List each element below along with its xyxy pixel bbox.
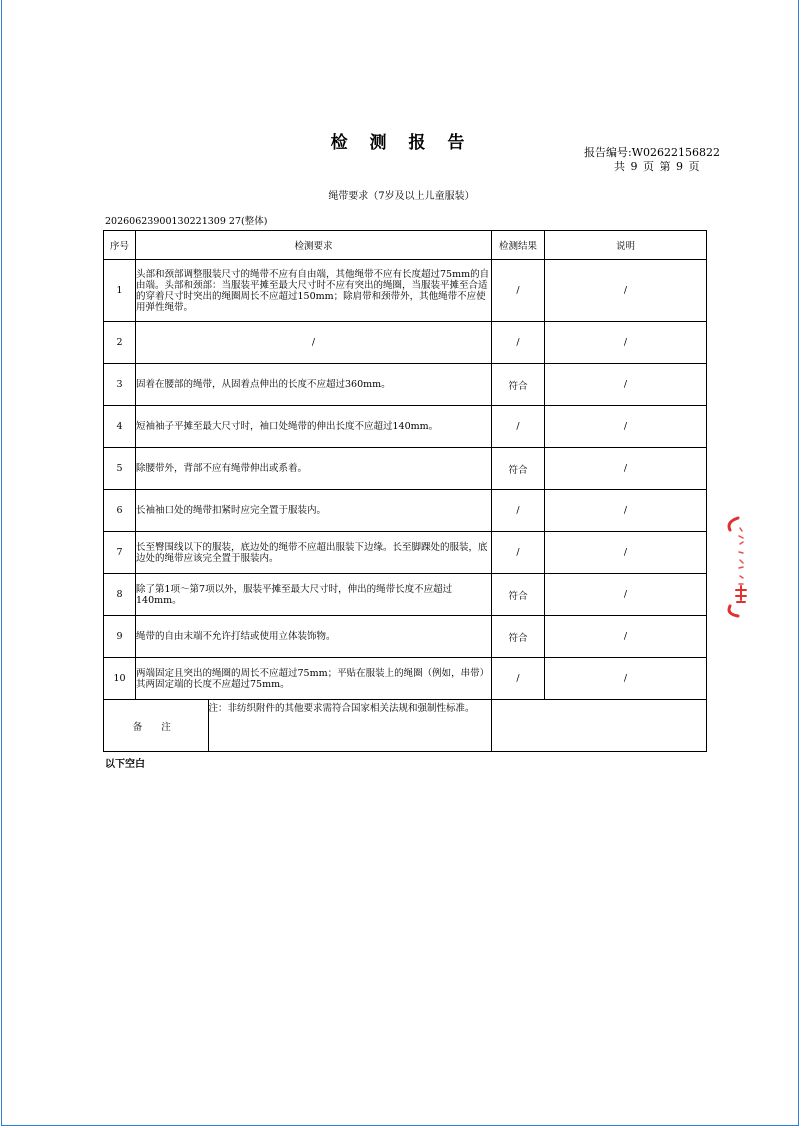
row-result: / [492, 260, 545, 322]
report-title: 检 测 报 告 [330, 133, 473, 153]
table-row [104, 658, 707, 700]
row-num: 5 [104, 448, 136, 490]
row-num: 4 [104, 406, 136, 448]
remark-row [104, 700, 707, 752]
remark-cell [104, 700, 492, 752]
page-count: 共 9 页 第 9 页 [614, 160, 700, 173]
row-result: / [492, 658, 545, 700]
row-result: / [492, 322, 545, 364]
row-result: 符合 [492, 364, 545, 406]
table-row [104, 490, 707, 532]
table-row [104, 574, 707, 616]
inspection-table [103, 230, 707, 752]
row-result: / [492, 532, 545, 574]
row-num: 7 [104, 532, 136, 574]
row-requirement: 短袖袖子平摊至最大尺寸时，袖口处绳带的伸出长度不应超过140mm。 [136, 406, 492, 448]
row-requirement: 两端固定且突出的绳圈的周长不应超过75mm；平贴在服装上的绳圈（例如，串带）其两固定端的长度不应超过75mm。 [136, 658, 492, 700]
row-result: 符合 [492, 448, 545, 490]
row-note: / [545, 532, 707, 574]
row-result: 符合 [492, 616, 545, 658]
row-requirement: 长至臀围线以下的服装，底边处的绳带不应超出服装下边缘。长至脚踝处的服装，底边处的绳带应该完全置于服装内。 [136, 532, 492, 574]
row-num: 10 [104, 658, 136, 700]
row-requirement: 长袖袖口处的绳带扣紧时应完全置于服装内。 [136, 490, 492, 532]
row-result: / [492, 490, 545, 532]
header-note: 说明 [545, 231, 707, 260]
remark-empty [492, 700, 707, 752]
row-note: / [545, 406, 707, 448]
remark-inner [104, 700, 491, 751]
row-note: / [545, 448, 707, 490]
table-row [104, 322, 707, 364]
row-note: / [545, 574, 707, 616]
row-num: 2 [104, 322, 136, 364]
stamp-seal [722, 514, 762, 620]
report-number: 报告编号:W02622156822 [584, 146, 720, 159]
row-num: 9 [104, 616, 136, 658]
header-requirement: 检测要求 [136, 231, 492, 260]
table-row [104, 364, 707, 406]
row-requirement: 绳带的自由末端不允许打结或使用立体装饰物。 [136, 616, 492, 658]
row-requirement: 除腰带外，背部不应有绳带伸出或系着。 [136, 448, 492, 490]
row-note: / [545, 658, 707, 700]
row-requirement: 除了第1项～第7项以外，服装平摊至最大尺寸时，伸出的绳带长度不应超过140mm。 [136, 574, 492, 616]
header-result: 检测结果 [492, 231, 545, 260]
remark-label: 备 注 [104, 700, 208, 751]
row-note: / [545, 490, 707, 532]
row-num: 3 [104, 364, 136, 406]
table-row [104, 406, 707, 448]
row-num: 8 [104, 574, 136, 616]
sample-id: 20260623900130221309 27(整体) [105, 216, 268, 227]
table-header-row [104, 231, 707, 260]
remark-text: 注：非纺织附件的其他要求需符合国家相关法规和强制性标准。 [208, 703, 475, 714]
table-row [104, 616, 707, 658]
section-subtitle: 绳带要求（7岁及以上儿童服装） [328, 191, 475, 202]
row-requirement: 固着在腰部的绳带，从固着点伸出的长度不应超过360mm。 [136, 364, 492, 406]
header-num: 序号 [104, 231, 136, 260]
row-result: / [492, 406, 545, 448]
row-result: 符合 [492, 574, 545, 616]
row-num: 6 [104, 490, 136, 532]
blank-below-note: 以下空白 [105, 759, 145, 770]
row-note: / [545, 364, 707, 406]
table-row [104, 448, 707, 490]
row-note: / [545, 322, 707, 364]
row-note: / [545, 260, 707, 322]
row-requirement: 头部和颈部调整服装尺寸的绳带不应有自由端，其他绳带不应有长度超过75mm的自由端。头部和颈部：当服装平摊至最大尺寸时不应有突出的绳圈，当服装平摊至合适的穿着尺寸时突出的绳圈周长不应超过150mm；除肩带和颈带外，其他绳带不应使用弹性绳带。 [136, 260, 492, 322]
table-row [104, 260, 707, 322]
table-row [104, 532, 707, 574]
row-requirement: / [136, 322, 492, 364]
row-num: 1 [104, 260, 136, 322]
row-note: / [545, 616, 707, 658]
